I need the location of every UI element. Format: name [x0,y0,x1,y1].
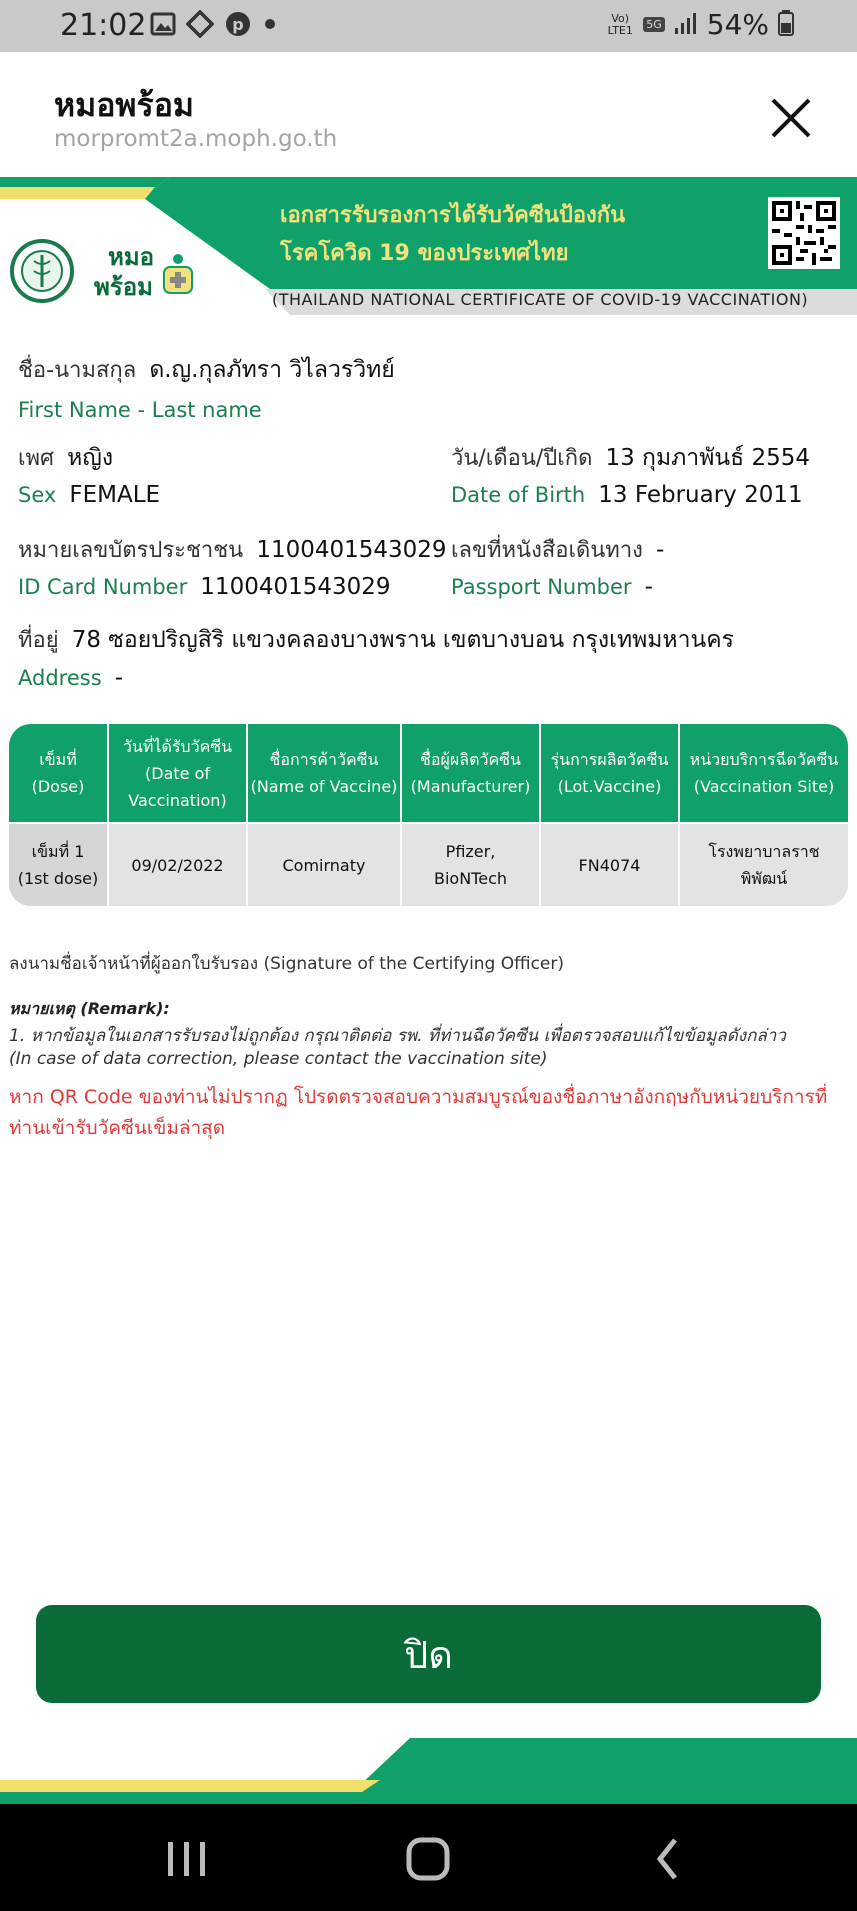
qr-warning: หาก QR Code ของท่านไม่ปรากฏ โปรดตรวจสอบความสมบูรณ์ของชื่อภาษาอังกฤษกับหน่วยบริการที่ท่านเข้ารับวัคซีนเข็มล่าสุด [9,1086,828,1139]
address-th-row [18,622,734,658]
sex-th-row [18,440,113,476]
sex-en-row [18,482,160,508]
address-label-th: ที่อยู่ [18,628,59,653]
signal-icon [673,11,699,39]
name-label-en: First Name - Last name [18,398,262,422]
sex-value-en: FEMALE [69,482,161,508]
id-label-en: ID Card Number [18,575,188,599]
page-url: morpromt2a.moph.go.th [54,126,338,152]
name-row [18,352,395,388]
dot-icon [262,16,278,36]
diamond-app-icon [186,10,214,42]
certificate-banner [0,177,857,317]
remark-heading: หมายเหตุ (Remark): [9,999,170,1018]
close-icon[interactable] [763,90,819,146]
banner-subtitle: (THAILAND NATIONAL CERTIFICATE OF COVID-19 VACCINATION) [272,290,809,309]
cell-dose: เข็มที่ 1 (1st dose) [9,823,108,906]
system-nav-bar [0,1804,857,1911]
moph-seal-logo [10,239,74,307]
id-label-th: หมายเลขบัตรประชาชน [18,538,244,563]
id-value-en: 1100401543029 [200,574,391,600]
battery-percentage: 54% [706,8,769,41]
network-5g-label: 5G [643,17,665,32]
qr-code [768,197,840,269]
sex-label-en: Sex [18,483,57,507]
name-label-th: ชื่อ-นามสกุล [18,358,137,383]
address-value-en: - [114,665,124,691]
header-dose: เข็มที่ (Dose) [9,724,108,823]
notification-icons [150,10,278,42]
app-header [0,52,857,177]
logo-text-bottom: พร้อม [94,273,153,301]
header-site: หน่วยบริการฉีดวัคซีน (Vaccination Site) [679,724,848,823]
dob-th-row [451,440,810,476]
passport-label-en: Passport Number [451,575,632,599]
back-icon[interactable] [660,1840,675,1878]
dob-value-th: 13 กุมภาพันธ์ 2554 [605,445,810,471]
gallery-icon [150,11,176,41]
sex-value-th: หญิง [67,445,114,471]
status-time: 21:02 [60,8,147,43]
battery-icon [777,9,795,41]
passport-label-th: เลขที่หนังสือเดินทาง [451,538,643,563]
cell-site: โรงพยาบาลราช พิพัฒน์ [679,823,848,906]
volte-label: Vo) LTE1 [607,11,633,37]
status-right [605,8,795,41]
mor-prom-logo [92,235,202,315]
id-en-row [18,574,391,600]
stethoscope-plus-icon [158,253,198,297]
svg-text:p: p [232,15,244,34]
name-label-en-row [18,398,262,422]
header-manufacturer: ชื่อผู้ผลิตวัคซีน (Manufacturer) [401,724,540,823]
sex-label-th: เพศ [18,446,54,471]
cell-lot: FN4074 [540,823,679,906]
address-en-row [18,665,123,691]
pinterest-icon [224,10,252,42]
dob-value-en: 13 February 2011 [598,482,803,508]
signature-label: ลงนามชื่อเจ้าหน้าที่ผู้ออกใบรับรอง (Signature of the Certifying Officer) [9,954,564,974]
app-title: หมอพร้อม [54,86,194,124]
address-value-th: 78 ซอยปริญสิริ แขวงคลองบางพราน เขตบางบอน กรุงเทพมหานคร [71,627,734,653]
recent-apps-icon[interactable] [168,1842,205,1876]
banner-title [280,197,625,273]
passport-en-row [451,574,653,600]
header-lot: รุ่นการผลิตวัคซีน (Lot.Vaccine) [540,724,679,823]
remark-line-1: 1. หากข้อมูลในเอกสารรับรองไม่ถูกต้อง กรุณาติดต่อ รพ. ที่ท่านฉีดวัคซีน เพื่อตรวจสอบแก้ไขข้อมูลดังกล่าว [9,1026,786,1046]
name-value: ด.ญ.กุลภัทรา วิไลวรวิทย์ [149,357,395,383]
passport-value-th: - [656,537,665,563]
logo-text-top: หมอ [108,243,155,271]
passport-value-en: - [644,574,653,600]
footer-decoration [0,1738,857,1804]
table-header-row [9,724,848,823]
id-value-th: 1100401543029 [256,537,447,563]
banner-title-line1: เอกสารรับรองการได้รับวัคซีนป้องกัน [280,203,626,228]
dob-label-en: Date of Birth [451,483,586,507]
header-date: วันที่ได้รับวัคซีน (Date of Vaccination) [108,724,247,823]
dob-label-th: วัน/เดือน/ปีเกิด [451,446,593,471]
vaccination-table [9,724,848,906]
table-row [9,823,848,906]
passport-th-row [451,532,664,567]
cell-manufacturer: Pfizer, BioNTech [401,823,540,906]
id-th-row [18,532,447,567]
header-vaccine-name: ชื่อการค้าวัคซีน (Name of Vaccine) [247,724,401,823]
cell-date: 09/02/2022 [108,823,247,906]
status-bar [0,0,857,52]
address-label-en: Address [18,666,102,690]
close-button[interactable]: ปิด [36,1605,821,1703]
remark-line-2: (In case of data correction, please contact the vaccination site) [9,1049,548,1069]
dob-en-row [451,482,803,508]
banner-title-line2: โรคโควิด 19 ของประเทศไทย [280,241,569,266]
home-icon[interactable] [409,1840,447,1878]
cell-vaccine: Comirnaty [247,823,401,906]
